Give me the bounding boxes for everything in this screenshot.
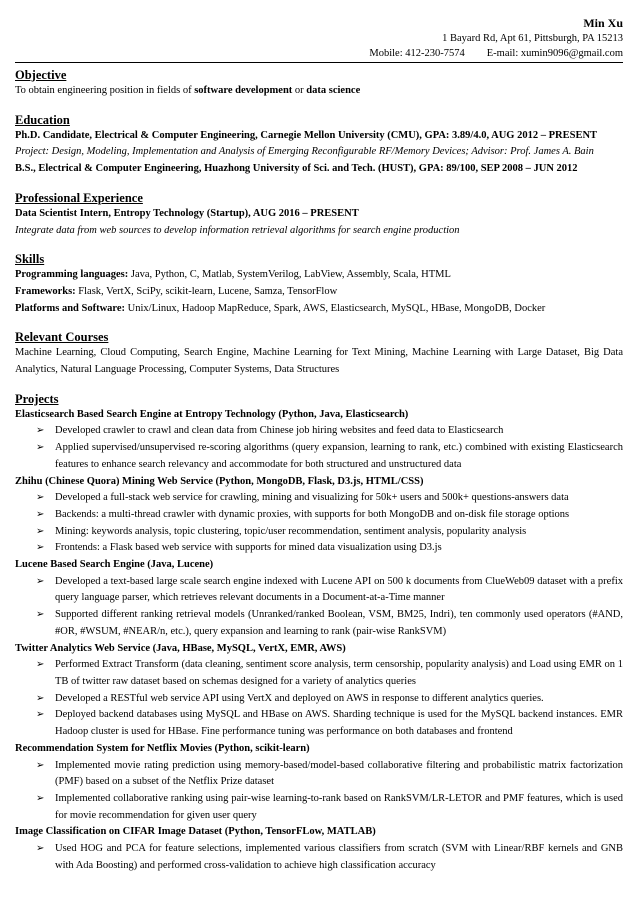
arrow-bullet-icon: ➢ <box>36 575 45 587</box>
bullet-text: Backends: a multi-thread crawler with dynamic proxies, with supports for both MongoDB and on-disk file storage options <box>55 508 570 520</box>
project-bullet <box>15 691 623 708</box>
project-bullet <box>15 707 623 740</box>
experience-description: Integrate data from web sources to develop information retrieval algorithms for search engine production <box>15 224 460 236</box>
address-line: 1 Bayard Rd, Apt 61, Pittsburgh, PA 15213 <box>442 33 623 44</box>
education-phd: Ph.D. Candidate, Electrical & Computer Engineering, Carnegie Mellon University (CMU), GPA: 3.89/4.0, AUG 2012 – PRESENT <box>15 129 598 141</box>
candidate-name: Min Xu <box>583 16 623 30</box>
skills-heading: Skills <box>15 252 45 267</box>
objective-text <box>15 83 623 100</box>
arrow-bullet-icon: ➢ <box>36 442 45 454</box>
project-title: Elasticsearch Based Search Engine at Entropy Technology (Python, Java, Elasticsearch) <box>15 408 409 420</box>
skills-value: Java, Python, C, Matlab, SystemVerilog, LabView, Assembly, Scala, HTML <box>128 269 451 281</box>
arrow-bullet-icon: ➢ <box>36 542 45 554</box>
project-bullets <box>15 423 623 473</box>
objective-heading: Objective <box>15 68 67 82</box>
resume-page <box>15 0 623 903</box>
project-bullet <box>15 540 623 557</box>
bullet-text: Implemented collaborative ranking using pair-wise learning-to-rank based on RankSVM/LR-LETOR and PMF features, which is used for movie recommendation for given user query <box>55 792 623 821</box>
arrow-bullet-icon: ➢ <box>36 792 45 804</box>
bullet-text: Developed crawler to crawl and clean data from Chinese job hiring websites and feed data to Elasticsearch <box>55 425 504 437</box>
project-bullets <box>15 758 623 825</box>
education-project: Project: Design, Modeling, Implementation and Analysis of Emerging Reconfigurable RF/Memory Devices; Advisor: Prof. James A. Bain <box>15 146 594 158</box>
arrow-bullet-icon: ➢ <box>36 709 45 721</box>
header-divider <box>15 62 623 63</box>
projects-heading: Projects <box>15 391 59 406</box>
resume-header <box>15 0 623 61</box>
objective-mid: or <box>292 85 307 96</box>
arrow-bullet-icon: ➢ <box>36 659 45 671</box>
project-bullet <box>15 657 623 690</box>
bullet-text: Frontends: a Flask based web service with supports for mined data visualization using D3.js <box>55 542 442 554</box>
arrow-bullet-icon: ➢ <box>36 508 45 520</box>
bullet-text: Mining: keywords analysis, topic clustering, topic/user recommendation, sentiment analysis, popularity analysis <box>55 525 527 537</box>
project-title: Image Classification on CIFAR Image Dataset (Python, TensorFLow, MATLAB) <box>15 826 376 838</box>
skills-row <box>15 284 623 301</box>
bullet-text: Performed Extract Transform (data cleaning, sentiment score analysis, term censorship, popularity analysis) and Load using EMR on 1 TB of twitter raw dataset based on schemas designed for a variety of analytics queries <box>55 659 623 687</box>
project-bullets <box>15 841 623 874</box>
education-heading: Education <box>15 112 70 127</box>
project-bullet <box>15 574 623 607</box>
mobile-number: Mobile: 412-230-7574 <box>369 48 465 59</box>
skills-row <box>15 301 623 318</box>
arrow-bullet-icon: ➢ <box>36 759 45 771</box>
bullet-text: Applied supervised/unsupervised re-scoring algorithms (query expansion, learning to rank, etc.) combined with existing Elasticsearch features to enhance search relevancy and accommodate for both structured and unstructured data <box>55 442 623 470</box>
objective-pre: To obtain engineering position in fields of <box>15 85 195 96</box>
arrow-bullet-icon: ➢ <box>36 425 45 437</box>
project-bullet <box>15 841 623 874</box>
objective-focus-2: data science <box>306 85 361 96</box>
arrow-bullet-icon: ➢ <box>36 609 45 621</box>
experience-heading: Professional Experience <box>15 190 143 205</box>
project-bullet <box>15 524 623 541</box>
courses-heading: Relevant Courses <box>15 330 109 345</box>
project-bullet <box>15 758 623 791</box>
bullet-text: Developed a full-stack web service for crawling, mining and visualizing for 50k+ users and 500k+ questions-answers data <box>55 492 569 504</box>
skills-value: Flask, VertX, SciPy, scikit-learn, Lucene, Samza, TensorFlow <box>75 285 338 297</box>
project-title: Recommendation System for Netflix Movies (Python, scikit-learn) <box>15 742 310 754</box>
project-bullet <box>15 440 623 473</box>
arrow-bullet-icon: ➢ <box>36 525 45 537</box>
email-address: E-mail: xumin9096@gmail.com <box>486 48 623 59</box>
skills-value: Unix/Linux, Hadoop MapReduce, Spark, AWS, Elasticsearch, MySQL, HBase, MongoDB, Docker <box>125 302 546 314</box>
courses-text: Machine Learning, Cloud Computing, Search Engine, Machine Learning for Text Mining, Machine Learning with Large Dataset, Big Data Analytics, Natural Language Processing, Computer Systems, Data Structures <box>15 347 623 376</box>
objective-focus-1: software development <box>194 85 293 96</box>
contact-line <box>15 46 623 61</box>
bullet-text: Developed a RESTful web service API using VertX and deployed on AWS in response to different analytics queries. <box>55 692 544 704</box>
project-bullets <box>15 490 623 557</box>
project-title: Lucene Based Search Engine (Java, Lucene) <box>15 559 214 571</box>
education-bs: B.S., Electrical & Computer Engineering, Huazhong University of Sci. and Tech. (HUST), GPA: 89/100, SEP 2008 – JUN 2012 <box>15 163 578 175</box>
arrow-bullet-icon: ➢ <box>36 492 45 504</box>
project-bullet <box>15 791 623 824</box>
bullet-text: Deployed backend databases using MySQL and HBase on AWS. Sharding technique is used for the MySQL backend instances. EMR Hadoop cluster is used for HBase. Fine performance tuning was performance on both databases and frontend <box>55 709 623 738</box>
project-bullet <box>15 490 623 507</box>
project-title: Zhihu (Chinese Quora) Mining Web Service (Python, MongoDB, Flask, D3.js, HTML/CSS) <box>15 475 424 487</box>
skills-row <box>15 267 623 284</box>
experience-role: Data Scientist Intern, Entropy Technology (Startup), AUG 2016 – PRESENT <box>15 207 359 219</box>
bullet-text: Used HOG and PCA for feature selections, implemented various classifiers from scratch (SVM with Linear/RBF kernels and GNB with Ada Boosting) and performed cross-validation to achieve high classification accuracy <box>55 843 623 871</box>
skills-label: Frameworks: <box>15 285 76 297</box>
project-bullets <box>15 657 623 741</box>
project-bullet <box>15 507 623 524</box>
arrow-bullet-icon: ➢ <box>36 843 45 855</box>
project-bullet <box>15 423 623 440</box>
project-bullets <box>15 574 623 641</box>
project-bullet <box>15 607 623 640</box>
bullet-text: Implemented movie rating prediction using memory-based/model-based collaborative filtering and probabilistic matrix factorization (PMF) based on a subset of the Netflix Prize dataset <box>55 759 623 788</box>
arrow-bullet-icon: ➢ <box>36 692 45 704</box>
skills-label: Platforms and Software: <box>15 302 126 314</box>
project-title: Twitter Analytics Web Service (Java, HBase, MySQL, VertX, EMR, AWS) <box>15 642 346 654</box>
skills-label: Programming languages: <box>15 269 129 281</box>
bullet-text: Developed a text-based large scale search engine indexed with Lucene API on 500 k documents from ClueWeb09 dataset with a prefix query language parser, which retrieves relevant documents in a Document-at-a-Time manner <box>55 575 623 604</box>
bullet-text: Supported different ranking retrieval models (Unranked/ranked Boolean, VSM, BM25, Indri), ten commonly used operators (#AND, #OR, #WSUM, #NEAR/n, etc.), query expansion and learning to rank (pair-wise RankSVM) <box>55 609 623 637</box>
